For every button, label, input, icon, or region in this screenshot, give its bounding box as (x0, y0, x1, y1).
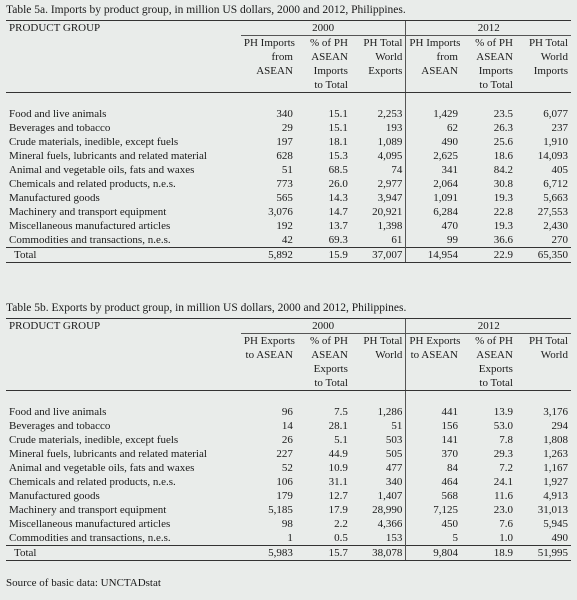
cell: 6,077 (543, 108, 568, 120)
cell: 1,808 (543, 434, 568, 446)
cell: 14.7 (328, 206, 348, 218)
col-header: Imports (533, 65, 568, 77)
cell: 568 (406, 489, 461, 503)
col-header: ASEAN (256, 65, 293, 77)
cell: 340 (385, 476, 403, 488)
product-group-cell: Beverages and tobacco (9, 122, 111, 134)
total-label: Total (6, 546, 241, 561)
cell: 65,350 (516, 248, 571, 263)
cell: 74 (391, 164, 403, 176)
cell: 405 (551, 164, 568, 176)
cell: 29 (281, 122, 293, 134)
cell: 1,407 (377, 490, 403, 502)
table-row (6, 135, 571, 149)
col-header: to Total (461, 78, 516, 93)
cell: 52 (281, 462, 293, 474)
table-row (6, 163, 571, 177)
cell: 192 (276, 220, 293, 232)
cell: 15.3 (328, 150, 348, 162)
cell: 14,954 (406, 248, 461, 263)
table-row (6, 503, 571, 517)
cell: 14.3 (328, 192, 348, 204)
product-group-cell: Animal and vegetable oils, fats and waxes (9, 164, 195, 176)
col-header: to ASEAN (406, 348, 461, 362)
product-group-cell: Mineral fuels, lubricants and related material (9, 150, 207, 162)
product-group-cell: Food and live animals (9, 108, 107, 120)
col-header: % of PH (475, 37, 513, 49)
cell: 13.7 (328, 220, 348, 232)
cell: 0.5 (334, 532, 348, 544)
cell: 19.3 (493, 220, 513, 232)
table-5a (6, 20, 571, 263)
cell: 179 (276, 490, 293, 502)
cell: 477 (385, 462, 403, 474)
table-row (6, 191, 571, 205)
cell: 22.8 (493, 206, 513, 218)
cell: 51 (281, 164, 293, 176)
cell: 370 (406, 447, 461, 461)
cell: 5,983 (241, 546, 296, 561)
cell: 5,892 (241, 248, 296, 263)
col-header: to Total (296, 78, 351, 93)
table-row (6, 531, 571, 546)
cell: 2,625 (406, 149, 461, 163)
cell: 1,263 (543, 448, 568, 460)
product-group-cell: Food and live animals (9, 406, 107, 418)
cell: 15.9 (296, 248, 351, 263)
col-header: Exports (368, 65, 403, 77)
cell: 69.3 (328, 234, 348, 246)
col-header: % of PH (310, 37, 348, 49)
cell: 25.6 (493, 136, 513, 148)
cell: 84.2 (493, 164, 513, 176)
cell: 62 (406, 121, 461, 135)
cell: 197 (276, 136, 293, 148)
cell: 26 (281, 434, 293, 446)
cell: 7,125 (406, 503, 461, 517)
col-header: World (375, 349, 403, 361)
cell: 44.9 (328, 448, 348, 460)
cell: 53.0 (493, 420, 513, 432)
table-row (6, 177, 571, 191)
table-row (6, 219, 571, 233)
col-header: to Total (296, 376, 351, 391)
cell: 15.1 (328, 122, 348, 134)
cell: 2,977 (377, 178, 403, 190)
cell: 503 (385, 434, 403, 446)
product-group-cell: Miscellaneous manufactured articles (9, 518, 171, 530)
cell: 270 (551, 234, 568, 246)
product-group-cell: Machinery and transport equipment (9, 504, 167, 516)
cell: 156 (406, 419, 461, 433)
cell: 4,913 (543, 490, 568, 502)
col-header: PH Imports (406, 36, 461, 51)
col-header: PH Exports (406, 334, 461, 349)
cell: 10.9 (328, 462, 348, 474)
cell: 27,553 (537, 206, 568, 218)
col-header: Exports (478, 363, 513, 375)
cell: 30.8 (493, 178, 513, 190)
table-row (6, 475, 571, 489)
col-header: to Total (461, 376, 516, 391)
table-row (6, 489, 571, 503)
cell: 26.0 (328, 178, 348, 190)
cell: 193 (385, 122, 403, 134)
product-group-cell: Machinery and transport equipment (9, 206, 167, 218)
cell: 68.5 (328, 164, 348, 176)
col-header: World (375, 51, 403, 63)
table-row (6, 149, 571, 163)
cell: 106 (276, 476, 293, 488)
cell: 450 (406, 517, 461, 531)
cell: 38,078 (351, 546, 406, 561)
cell: 28.1 (328, 420, 348, 432)
total-row (6, 248, 571, 263)
cell: 51,995 (516, 546, 571, 561)
col-header: Exports (313, 363, 348, 375)
cell: 1,398 (377, 220, 403, 232)
cell: 565 (276, 192, 293, 204)
cell: 9,804 (406, 546, 461, 561)
product-group-cell: Commodities and transactions, n.e.s. (9, 234, 171, 246)
cell: 29.3 (493, 448, 513, 460)
table-5b-caption: Table 5b. Exports by product group, in million US dollars, 2000 and 2012, Philippines. (6, 302, 407, 314)
cell: 6,284 (406, 205, 461, 219)
col-header: World (540, 51, 568, 63)
total-label: Total (6, 248, 241, 263)
cell: 11.6 (494, 490, 513, 502)
year-2000-header: 2000 (241, 21, 406, 36)
cell: 15.7 (296, 546, 351, 561)
product-group-cell: Commodities and transactions, n.e.s. (9, 532, 171, 544)
table-5b (6, 318, 571, 561)
table-row (6, 517, 571, 531)
table-row (6, 433, 571, 447)
cell: 505 (385, 448, 403, 460)
col-header: Imports (313, 65, 348, 77)
cell: 628 (276, 150, 293, 162)
col-header: PH Total (528, 335, 568, 347)
cell: 490 (406, 135, 461, 149)
cell: 340 (276, 108, 293, 120)
cell: 37,007 (351, 248, 406, 263)
cell: 3,176 (543, 406, 568, 418)
cell: 1,927 (543, 476, 568, 488)
cell: 7.6 (499, 518, 513, 530)
cell: 2,430 (543, 220, 568, 232)
cell: 5,945 (543, 518, 568, 530)
cell: 20,921 (372, 206, 403, 218)
cell: 490 (551, 532, 568, 544)
col-header: PH Exports (243, 335, 295, 347)
cell: 141 (406, 433, 461, 447)
cell: 3,947 (377, 192, 403, 204)
cell: 470 (406, 219, 461, 233)
cell: 341 (406, 163, 461, 177)
cell: 6,712 (543, 178, 568, 190)
cell: 5,185 (268, 504, 293, 516)
cell: 4,095 (377, 150, 403, 162)
col-header: ASEAN (406, 64, 461, 78)
cell: 441 (406, 405, 461, 419)
cell: 3,076 (268, 206, 293, 218)
col-header: from (406, 50, 461, 64)
cell: 23.0 (493, 504, 513, 516)
product-group-cell: Manufactured goods (9, 192, 100, 204)
product-group-cell: Animal and vegetable oils, fats and waxes (9, 462, 195, 474)
cell: 5,663 (543, 192, 568, 204)
cell: 1,089 (377, 136, 403, 148)
year-2012-header: 2012 (406, 319, 571, 334)
cell: 98 (281, 518, 293, 530)
cell: 18.6 (493, 150, 513, 162)
cell: 153 (385, 532, 403, 544)
cell: 14,093 (537, 150, 568, 162)
cell: 1.0 (499, 532, 513, 544)
table-row (6, 447, 571, 461)
col-header: ASEAN (476, 51, 513, 63)
year-2012-header: 2012 (406, 21, 571, 36)
cell: 1,910 (543, 136, 568, 148)
product-group-cell: Chemicals and related products, n.e.s. (9, 476, 176, 488)
cell: 42 (281, 234, 293, 246)
total-row (6, 546, 571, 561)
cell: 17.9 (328, 504, 348, 516)
cell: 227 (276, 448, 293, 460)
cell: 19.3 (493, 192, 513, 204)
col-header: Imports (478, 65, 513, 77)
cell: 12.7 (328, 490, 348, 502)
col-header: % of PH (310, 335, 348, 347)
table-row (6, 419, 571, 433)
table-row (6, 205, 571, 219)
product-group-cell: Chemicals and related products, n.e.s. (9, 178, 176, 190)
cell: 1,167 (543, 462, 568, 474)
cell: 24.1 (493, 476, 513, 488)
cell: 2,253 (377, 108, 403, 120)
product-group-cell: Miscellaneous manufactured articles (9, 220, 171, 232)
cell: 1,429 (406, 107, 461, 121)
col-header: PH Total (363, 335, 403, 347)
col-header: World (540, 349, 568, 361)
cell: 5.1 (334, 434, 348, 446)
cell: 96 (281, 406, 293, 418)
cell: 18.9 (461, 546, 516, 561)
table-row (6, 107, 571, 121)
cell: 773 (276, 178, 293, 190)
cell: 31,013 (537, 504, 568, 516)
col-header: ASEAN (311, 349, 348, 361)
cell: 464 (406, 475, 461, 489)
cell: 294 (551, 420, 568, 432)
table-row (6, 233, 571, 248)
cell: 28,990 (372, 504, 403, 516)
product-group-cell: Manufactured goods (9, 490, 100, 502)
product-group-cell: Beverages and tobacco (9, 420, 111, 432)
cell: 1 (287, 532, 293, 544)
col-header: ASEAN (476, 349, 513, 361)
cell: 36.6 (493, 234, 513, 246)
product-group-cell: Mineral fuels, lubricants and related material (9, 448, 207, 460)
table-row (6, 405, 571, 419)
col-header: to ASEAN (245, 349, 293, 361)
col-header: ASEAN (311, 51, 348, 63)
cell: 1,286 (377, 406, 403, 418)
cell: 2,064 (406, 177, 461, 191)
product-group-cell: Crude materials, inedible, except fuels (9, 136, 179, 148)
cell: 4,366 (377, 518, 403, 530)
col-header: PH Total (363, 37, 403, 49)
year-2000-header: 2000 (241, 319, 406, 334)
cell: 2.2 (334, 518, 348, 530)
cell: 99 (406, 233, 461, 248)
col-header: PH Total (528, 37, 568, 49)
cell: 18.1 (328, 136, 348, 148)
cell: 26.3 (493, 122, 513, 134)
cell: 5 (406, 531, 461, 546)
cell: 22.9 (461, 248, 516, 263)
table-row (6, 461, 571, 475)
cell: 14 (281, 420, 293, 432)
product-group-header: PRODUCT GROUP (6, 21, 241, 36)
product-group-header: PRODUCT GROUP (6, 319, 241, 334)
cell: 51 (391, 420, 403, 432)
cell: 1,091 (406, 191, 461, 205)
cell: 15.1 (328, 108, 348, 120)
cell: 23.5 (493, 108, 513, 120)
table-row (6, 121, 571, 135)
cell: 31.1 (328, 476, 348, 488)
cell: 7.8 (499, 434, 513, 446)
col-header: % of PH (475, 335, 513, 347)
cell: 13.9 (493, 406, 513, 418)
cell: 84 (406, 461, 461, 475)
cell: 7.2 (499, 462, 513, 474)
cell: 61 (391, 234, 403, 246)
col-header: from (271, 51, 293, 63)
table-5a-caption: Table 5a. Imports by product group, in million US dollars, 2000 and 2012, Philippines. (6, 4, 406, 16)
cell: 7.5 (334, 406, 348, 418)
product-group-cell: Crude materials, inedible, except fuels (9, 434, 179, 446)
cell: 237 (551, 122, 568, 134)
source-note: Source of basic data: UNCTADstat (6, 577, 161, 589)
col-header: PH Imports (243, 37, 295, 49)
